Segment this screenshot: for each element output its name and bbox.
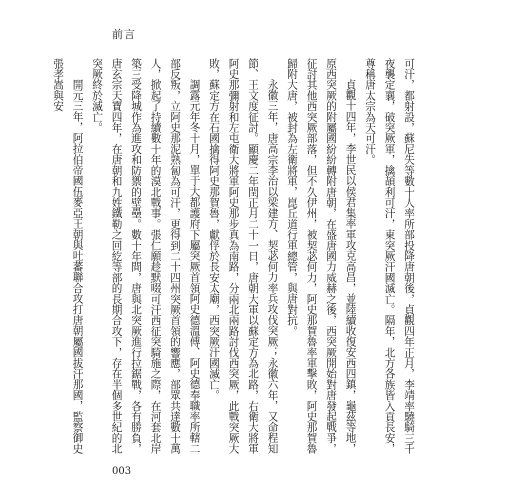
paragraph: 永徽三年，唐高宗李治以梁建方、契苾何力率兵攻伐突厥；永徽六年，又命程知節、王文度征討。顯慶二年閏正月二十一日，唐朝大軍以蘇定方為北路，右衛大將軍阿史那彌射和左屯衛大將軍阿史那步真為南路，分兩北兩路討伐西突厥，此戰突厥大敗，蘇定方在石國擒得阿史那賀魯，獻俘於長安太廟，西突厥汗國滅亡。 — [208, 58, 279, 454]
page-number: 003 — [112, 466, 132, 477]
paragraph: 貞觀十四年，李世民以侯君集率軍攻克高昌，並陸續收復安西四鎮，龜茲等地，原西突厥的附屬國紛紛轉附唐朝，在盛唐國力威赫之後，西突厥開始對唐發起戰爭，征討其他西突厥部落，但不久伊州，被契苾何力，阿史那賀魯率軍擊敗，阿史那賀魯歸附大唐，被封為左衛將軍，崑丘道行軍總管，與唐對抗。 — [286, 58, 357, 454]
page-header-title: 前言 — [112, 28, 136, 41]
paragraph: 調露元年冬十月，單于大都護府下屬突厥首領阿史德溫傅、阿史德奉職率所轄二部反叛，立阿史那泥熟匐為可汗，更得到二十四州突厥首領的響應，部眾共達數十萬人，掀起了持續數十年的漠北戰事。張仁願趁默啜可汗西征突騎施之際，在河套北岸築三受降城作為進攻和防禦的壁壘。數十年間，唐與北突厥進行拉鋸戰，各有勝負，唐玄宗天寶四年，在唐朝和九姓鐵勒之回紇等部的長期合攻下，存在半個多世紀的北突厥終於滅亡。 — [91, 58, 201, 454]
body-text — [52, 58, 418, 454]
paragraph: 開元三年，阿拉伯帝國伍麥亞王朝與吐蕃聯合攻打唐朝屬國拔汗那國，監察御史張孝嵩與安 — [52, 58, 84, 454]
paragraph: 可汗，都射設，蘇尼失等數十人率所部投降唐朝後，貞觀四年正月，李靖率驍騎三千夜襲定襄，破突厥軍，擒頡利可汗，東突厥汗國滅亡。隔年，北方各族皆入貢長安，尊稱唐太宗為天可汗。 — [364, 58, 415, 454]
